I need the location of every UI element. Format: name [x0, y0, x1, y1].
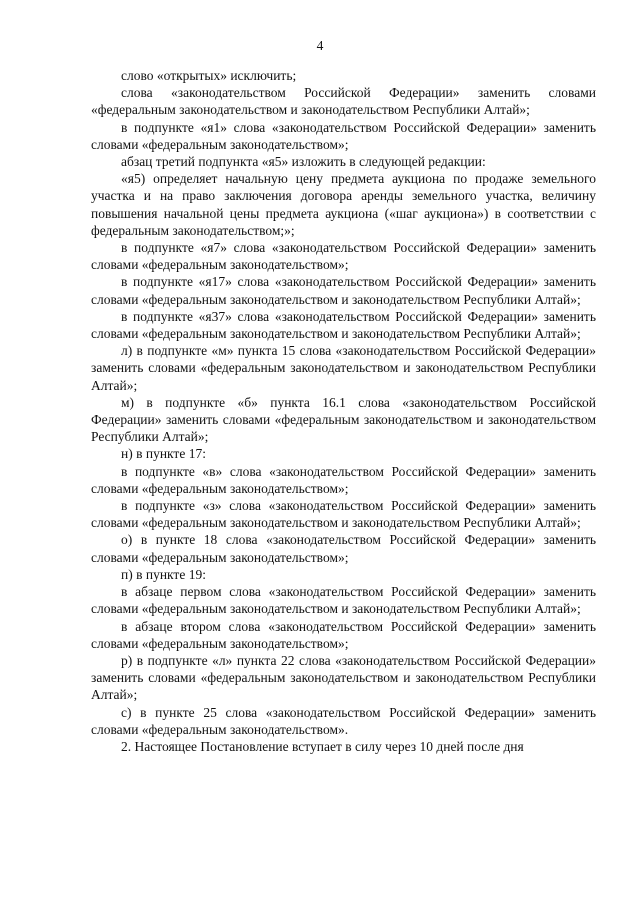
- paragraph: в абзаце первом слова «законодательством Российской Федерации» заменить словами «федеральным законодательством и законодательством Республики Алтай»;: [91, 584, 596, 617]
- paragraph: слова «законодательством Российской Федерации» заменить словами «федеральным законодательством и законодательством Республики Алтай»;: [91, 85, 596, 118]
- page-number: 4: [316, 38, 324, 53]
- paragraph: с) в пункте 25 слова «законодательством Российской Федерации» заменить словами «федеральным законодательством».: [91, 704, 596, 737]
- paragraph: л) в подпункте «м» пункта 15 слова «законодательством Российской Федерации» заменить словами «федеральным законодательством и законодательством Республики Алтай»;: [91, 343, 596, 393]
- paragraph: п) в пункте 19:: [121, 566, 206, 582]
- document-body: [91, 67, 596, 755]
- paragraph: в подпункте «я37» слова «законодательством Российской Федерации» заменить словами «федеральным законодательством и законодательством Республики Алтай»;: [91, 308, 596, 342]
- paragraph: р) в подпункте «л» пункта 22 слова «законодательством Российской Федерации» заменить словами «федеральным законодательством и законодательством Республики Алтай»;: [91, 652, 596, 703]
- paragraph: в подпункте «я17» слова «законодательством Российской Федерации» заменить словами «федеральным законодательством и законодательством Республики Алтай»;: [91, 274, 596, 307]
- paragraph: в подпункте «з» слова «законодательством Российской Федерации» заменить словами «федеральным законодательством и законодательством Республики Алтай»;: [91, 498, 596, 531]
- paragraph: «я5) определяет начальную цену предмета аукциона по продаже земельного участка и на право заключения договора аренды земельного участка, величину повышения начальной цены предмета аукциона («шаг аукциона») в соответствии с федеральным законодательством;»;: [91, 171, 596, 238]
- paragraph: о) в пункте 18 слова «законодательством Российской Федерации» заменить словами «федеральным законодательством»;: [91, 532, 596, 565]
- paragraph: абзац третий подпункта «я5» изложить в следующей редакции:: [121, 154, 486, 170]
- paragraph: слово «открытых» исключить;: [121, 68, 297, 83]
- paragraph: в подпункте «я1» слова «законодательством Российской Федерации» заменить словами «федеральным законодательством»;: [91, 119, 596, 152]
- paragraph: в абзаце втором слова «законодательством Российской Федерации» заменить словами «федеральным законодательством»;: [91, 618, 596, 651]
- paragraph: в подпункте «я7» слова «законодательством Российской Федерации» заменить словами «федеральным законодательством»;: [91, 240, 596, 273]
- paragraph: м) в подпункте «б» пункта 16.1 слова «законодательством Российской Федерации» заменить словами «федеральным законодательством и законодательством Республики Алтай»;: [91, 394, 596, 445]
- paragraph: в подпункте «в» слова «законодательством Российской Федерации» заменить словами «федеральным законодательством»;: [91, 463, 596, 496]
- paragraph: 2. Настоящее Постановление вступает в силу через 10 дней после дня: [121, 738, 524, 754]
- paragraph: н) в пункте 17:: [121, 446, 206, 462]
